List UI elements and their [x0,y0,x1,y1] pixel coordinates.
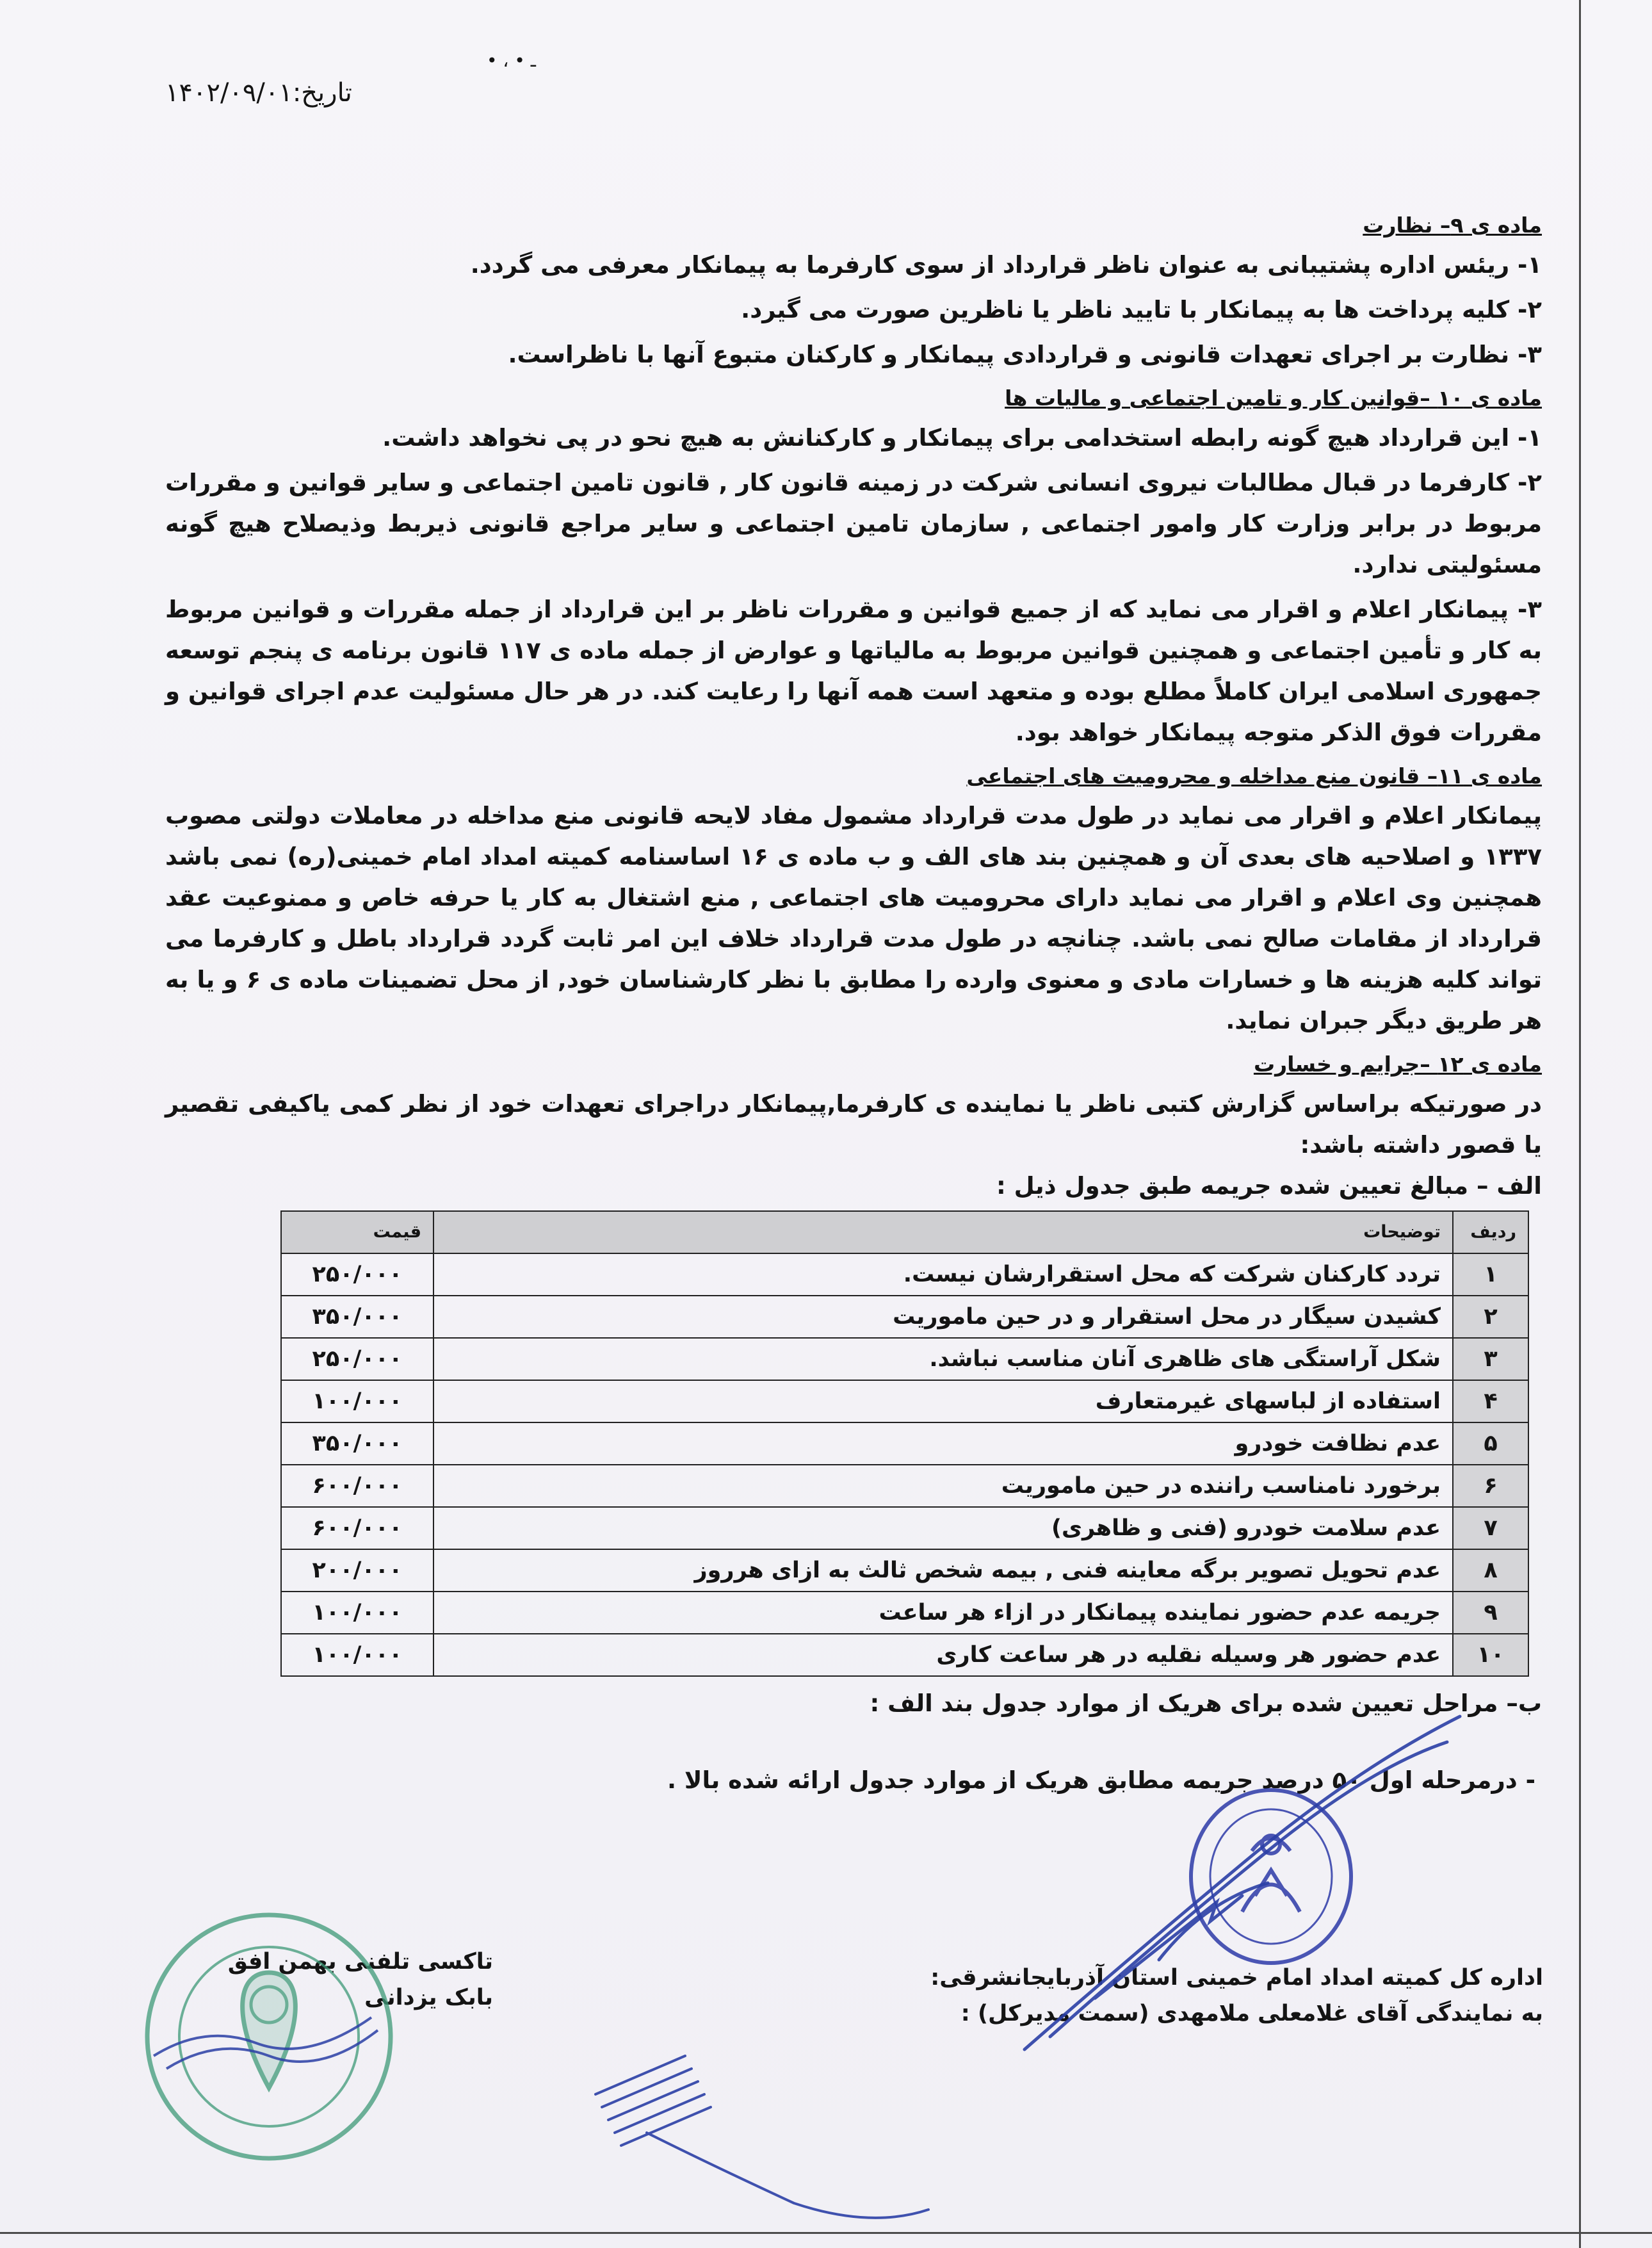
row-number: ۲ [1453,1296,1528,1338]
article-10-item-1: ۱- این قرارداد هیچ گونه رابطه استخدامی برای پیمانکار و کارکنانش به هیچ نحو در پی نخواهد داشت. [382,424,1542,452]
article-12-intro: در صورتیکه براساس گزارش کتبی ناظر یا نماینده ی کارفرما,پیمانکار دراجرای تعهدات خود از نظر کمی یاکیفی تقصیر یا قصور داشته باشد: [165,1090,1542,1159]
article-12-part-a: الف – مبالغ تعیین شده جریمه طبق جدول ذیل : [996,1172,1542,1200]
row-price: ۳۵۰/۰۰۰ [281,1422,433,1465]
row-number: ۵ [1453,1422,1528,1465]
article-9-item-2: ۲- کلیه پرداخت ها به پیمانکار با تایید ناظر یا ناظرین صورت می گیرد. [741,296,1542,323]
row-number: ۹ [1453,1592,1528,1634]
article-12-heading: ماده ی ۱۲ –جرایم و خسارت [1253,1052,1542,1077]
row-price: ۱۰۰/۰۰۰ [281,1380,433,1422]
table-row [281,1465,1528,1507]
article-9-heading: ماده ی ۹– نظارت [1363,213,1542,238]
table-row [281,1380,1528,1422]
row-description: عدم سلامت خودرو (فنی و ظاهری) [433,1507,1453,1549]
contractor-signature-block [160,1944,493,2016]
table-row [281,1253,1528,1296]
table-row [281,1549,1528,1592]
row-price: ۲۵۰/۰۰۰ [281,1253,433,1296]
table-row [281,1338,1528,1380]
row-description: عدم تحویل تصویر برگه معاینه فنی , بیمه شخص ثالث به ازای هرروز [433,1549,1453,1592]
row-price: ۶۰۰/۰۰۰ [281,1465,433,1507]
contract-body [165,206,1542,1801]
header-description: توضیحات [433,1211,1453,1253]
row-number: ۳ [1453,1338,1528,1380]
employer-signature-block [871,1960,1543,2032]
scan-specks: ـ • ، • [487,50,536,71]
row-price: ۱۰۰/۰۰۰ [281,1592,433,1634]
row-description: عدم حضور هر وسیله نقلیه در هر ساعت کاری [433,1634,1453,1676]
row-price: ۶۰۰/۰۰۰ [281,1507,433,1549]
header-row-number: ردیف [1453,1211,1528,1253]
contractor-company: تاکسی تلفنی بهمن افق [227,1949,493,1975]
article-9-item-3: ۳- نظارت بر اجرای تعهدات قانونی و قراردادی پیمانکار و کارکنان متبوع آنها با ناظراست. [508,341,1542,368]
row-number: ۸ [1453,1549,1528,1592]
row-price: ۲۰۰/۰۰۰ [281,1549,433,1592]
row-number: ۷ [1453,1507,1528,1549]
row-description: کشیدن سیگار در محل استقرار و در حین ماموریت [433,1296,1453,1338]
row-description: شکل آراستگی های ظاهری آنان مناسب نباشد. [433,1338,1453,1380]
row-number: ۱۰ [1453,1634,1528,1676]
row-description: تردد کارکنان شرکت که محل استقرارشان نیست. [433,1253,1453,1296]
row-number: ۱ [1453,1253,1528,1296]
employer-name: اداره کل کمیته امداد امام خمینی استان آذربایجانشرقی: [930,1965,1543,1991]
article-10-item-2: ۲- کارفرما در قبال مطالبات نیروی انسانی شرکت در زمینه قانون کار , قانون تامین اجتماعی و سایر قوانین و مقررات مربوط در برابر وزارت کار وامور اجتماعی , سازمان تامین اجتماعی و سایر مراجع قانونی ذیربط وذیصلاح هیچ گونه مسئولیتی ندارد. [165,469,1542,578]
fines-table [280,1210,1529,1677]
table-row [281,1507,1528,1549]
article-11-heading: ماده ی ۱۱– قانون منع مداخله و محرومیت های اجتماعی [966,763,1542,788]
row-description: برخورد نامناسب راننده در حین ماموریت [433,1465,1453,1507]
article-9-item-1: ۱- ریئس اداره پشتیبانی به عنوان ناظر قرارداد از سوی کارفرما به پیمانکار معرفی می گردد. [470,251,1542,279]
table-row [281,1422,1528,1465]
page-edge-bottom [0,2232,1652,2234]
row-number: ۶ [1453,1465,1528,1507]
table-row [281,1592,1528,1634]
row-description: جریمه عدم حضور نماینده پیمانکار در ازاء هر ساعت [433,1592,1453,1634]
article-10-item-3: ۳- پیمانکار اعلام و اقرار می نماید که از جمیع قوانین و مقررات ناظر بر این قرارداد از جمله مقررات و قوانین مربوط به کار و تأمین اجتماعی و همچنین قوانین مربوط به مالیاتها و عوارض از جمله ماده ی ۱۱۷ قانون برنامه ی پنجم توسعه جمهوری اسلامی ایران کاملاً مطلع بوده و متعهد است همه آنها را رعایت کند. در هر حال مسئولیت عدم اجرای قوانین و مقررات فوق الذکر متوجه پیمانکار خواهد بود. [165,596,1542,746]
contractor-name: بابک یزدانی [364,1985,493,2010]
row-price: ۱۰۰/۰۰۰ [281,1634,433,1676]
employer-representative: به نمایندگی آقای غلامعلی ملامهدی (سمت مدیرکل) : [960,2001,1543,2026]
table-row [281,1296,1528,1338]
page-edge-top [1579,0,1581,2248]
row-description: عدم نظافت خودرو [433,1422,1453,1465]
article-12-part-b: ب– مراحل تعیین شده برای هریک از موارد جدول بند الف : [870,1690,1542,1717]
row-price: ۲۵۰/۰۰۰ [281,1338,433,1380]
fines-table-header-row [281,1211,1528,1253]
taxi-stamp-icon [128,1896,410,2178]
header-price: قیمت [281,1211,433,1253]
row-price: ۳۵۰/۰۰۰ [281,1296,433,1338]
article-12-stage-1: - درمرحله اول ۵۰ درصد جریمه مطابق هریک از موارد جدول ارائه شده بالا . [667,1766,1535,1794]
committee-stamp-icon [1175,1780,1367,1973]
row-description: استفاده از لباسهای غیرمتعارف [433,1380,1453,1422]
document-date: تاریخ:۱۴۰۲/۰۹/۰۱ [165,78,352,108]
table-row [281,1634,1528,1676]
article-10-heading: ماده ی ۱۰ –قوانین کار و تامین اجتماعی و مالیات ها [1005,386,1542,411]
row-number: ۴ [1453,1380,1528,1422]
employer-signature-hatch [583,2017,941,2235]
article-11-text: پیمانکار اعلام و اقرار می نماید در طول مدت قرارداد مشمول مفاد لایحه قانونی منع مداخله در معاملات دولتی مصوب ۱۳۳۷ و اصلاحیه های بعدی آن و همچنین بند های الف و ب ماده ی ۱۶ اساسنامه کمیته امداد امام خمینی(ره) نمی باشد همچنین وی اعلام و اقرار می نماید دارای محرومیت های اجتماعی , منع اشتغال به کار یا حرفه خاص و ممنوعیت عقد قرارداد از مقامات صالح نمی باشد. چنانچه در طول مدت قرارداد خلاف این امر ثابت گردد قرارداد باطل و کارفرما می تواند کلیه هزینه ها و خسارات مادی و معنوی وارده را مطابق با نظر کارشناسان خود, از محل تضمینات ماده ی ۶ و یا به هر طریق دیگر جبران نماید. [165,802,1542,1034]
